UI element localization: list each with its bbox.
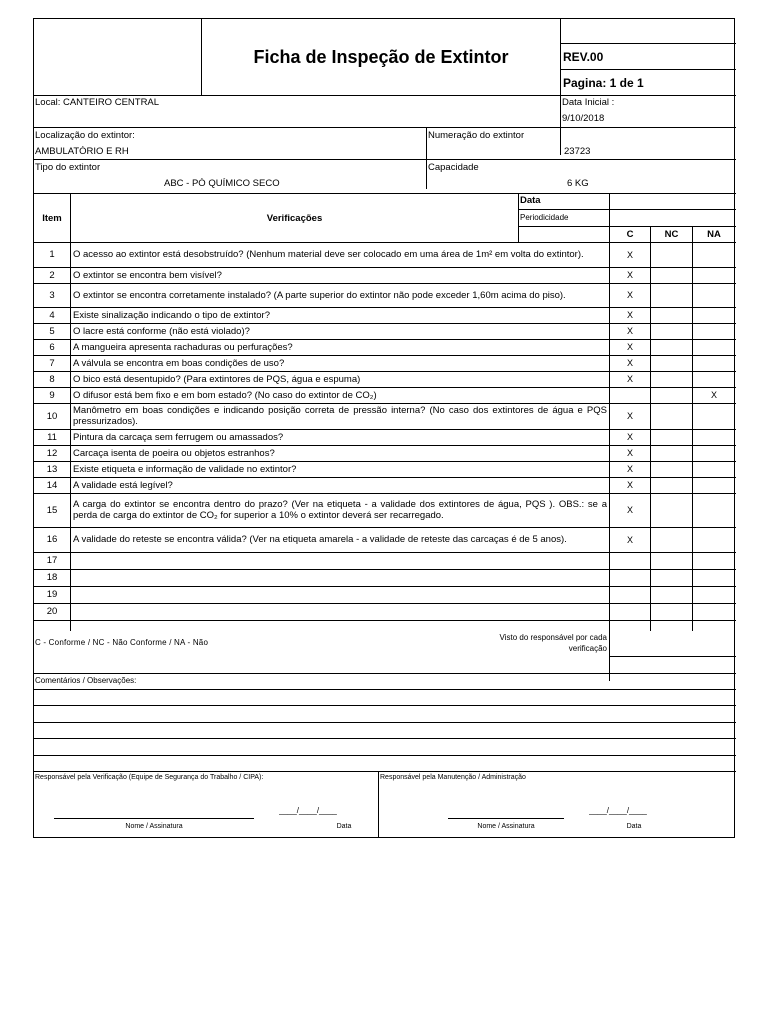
c-mark[interactable]: X: [626, 374, 633, 384]
na-mark[interactable]: [693, 323, 735, 339]
item-number: 6: [49, 341, 55, 353]
item-column-header: Item: [42, 212, 62, 224]
checklist-question: O extintor se encontra bem visível?: [73, 269, 222, 281]
c-mark[interactable]: X: [626, 310, 633, 320]
localizacao-label: Localização do extintor:: [35, 130, 135, 141]
nc-mark[interactable]: [651, 477, 692, 493]
item-number: 8: [49, 373, 55, 385]
nc-mark[interactable]: [651, 267, 692, 283]
nc-mark[interactable]: [651, 429, 692, 445]
checklist-question: [71, 603, 609, 620]
localizacao-value: AMBULATÓRIO E RH: [35, 146, 129, 157]
page-number-label: Pagina: 1 de 1: [563, 75, 644, 90]
na-mark[interactable]: [693, 242, 735, 267]
nc-mark[interactable]: [651, 552, 692, 569]
na-mark[interactable]: [693, 586, 735, 603]
c-mark[interactable]: X: [626, 432, 633, 442]
checklist-question: O acesso ao extintor está desobstruído? (Nenhum material deve ser colocado em uma área de 1m² em volta do extintor).: [73, 249, 584, 260]
na-mark[interactable]: [693, 371, 735, 387]
checklist-question: Pintura da carcaça sem ferrugem ou amassados?: [73, 431, 284, 443]
nc-mark[interactable]: [651, 387, 692, 403]
na-mark[interactable]: [693, 461, 735, 477]
nc-mark[interactable]: [651, 569, 692, 586]
c-mark[interactable]: X: [626, 249, 633, 260]
numeracao-label: Numeração do extintor: [428, 130, 525, 141]
revision-label: REV.00: [563, 50, 604, 64]
c-mark[interactable]: X: [626, 534, 633, 545]
na-mark[interactable]: [693, 445, 735, 461]
checklist-question: A válvula se encontra em boas condições de uso?: [73, 357, 285, 369]
c-mark[interactable]: X: [626, 464, 633, 474]
nc-mark[interactable]: [651, 283, 692, 307]
na-mark[interactable]: [693, 267, 735, 283]
sig-right-date-blank: ____/____/____: [589, 806, 647, 815]
checklist-question: Existe sinalização indicando o tipo de extintor?: [73, 309, 270, 321]
nc-mark[interactable]: [651, 355, 692, 371]
checklist-question: Existe etiqueta e informação de validade no extintor?: [73, 463, 297, 475]
na-mark[interactable]: [693, 552, 735, 569]
nc-column-header: NC: [664, 229, 679, 240]
na-mark[interactable]: [693, 603, 735, 620]
na-mark[interactable]: [693, 527, 735, 552]
na-mark[interactable]: [693, 355, 735, 371]
na-mark[interactable]: [693, 307, 735, 323]
na-mark[interactable]: [693, 493, 735, 527]
data-inicial-value: 9/10/2018: [562, 113, 605, 124]
checklist-question: Manômetro em boas condições e indicando posição correta de pressão interna? (No caso dos extintores de água e PQS pressurizados).: [73, 405, 607, 427]
data-header: Data: [520, 195, 541, 206]
c-mark[interactable]: X: [626, 448, 633, 458]
nc-mark[interactable]: [651, 527, 692, 552]
item-number: 19: [46, 589, 58, 600]
checklist-question: Carcaça isenta de poeira ou objetos estranhos?: [73, 447, 275, 459]
legend-text: C - Conforme / NC - Não Conforme / NA - Não: [35, 638, 209, 647]
c-column-header: C: [626, 229, 634, 240]
local-field: Local: CANTEIRO CENTRAL: [35, 97, 160, 108]
na-mark[interactable]: [693, 429, 735, 445]
c-mark[interactable]: [610, 586, 650, 603]
na-mark[interactable]: [693, 569, 735, 586]
item-number: 7: [49, 357, 55, 369]
checklist-question: [71, 552, 609, 569]
sig-left-name-label: Nome / Assinatura: [125, 823, 183, 830]
tipo-label: Tipo do extintor: [35, 162, 101, 173]
checklist-question: [71, 569, 609, 586]
tipo-value: ABC - PÓ QUÍMICO SECO: [164, 178, 280, 189]
c-mark[interactable]: X: [626, 342, 633, 352]
c-mark[interactable]: X: [626, 270, 633, 280]
numeracao-value: 23723: [564, 146, 591, 157]
page-title: Ficha de Inspeção de Extintor: [253, 46, 509, 67]
sig-right-name-label: Nome / Assinatura: [477, 823, 535, 830]
c-mark[interactable]: [610, 603, 650, 620]
na-mark[interactable]: [693, 283, 735, 307]
item-number: 10: [46, 410, 58, 422]
c-mark[interactable]: X: [626, 290, 633, 300]
na-mark[interactable]: [693, 339, 735, 355]
item-number: 3: [49, 289, 55, 301]
c-mark[interactable]: [610, 569, 650, 586]
checklist-question: A validade está legível?: [73, 479, 173, 491]
periodicidade-header: Periodicidade: [520, 213, 569, 222]
item-number: 20: [46, 606, 58, 617]
item-number: 9: [49, 389, 55, 401]
item-number: 15: [46, 504, 58, 516]
comentarios-label: Comentários / Observações:: [35, 676, 137, 685]
c-mark[interactable]: [610, 552, 650, 569]
item-number: 12: [46, 447, 58, 459]
nc-mark[interactable]: [651, 307, 692, 323]
item-number: 18: [46, 572, 58, 583]
nc-mark[interactable]: [651, 403, 692, 429]
nc-mark[interactable]: [651, 339, 692, 355]
item-number: 14: [46, 479, 58, 491]
checklist-question: O bico está desentupido? (Para extintores de PQS, água e espuma): [73, 373, 361, 385]
checklist-question: A mangueira apresenta rachaduras ou perfurações?: [73, 341, 293, 353]
na-mark[interactable]: [693, 477, 735, 493]
nc-mark[interactable]: [651, 242, 692, 267]
checklist-question: O lacre está conforme (não está violado)?: [73, 325, 250, 337]
na-mark[interactable]: [693, 403, 735, 429]
checklist-question: A validade do reteste se encontra válida? (Ver na etiqueta amarela - a validade de reteste das carcaças é de 5 anos).: [73, 534, 567, 545]
na-column-header: NA: [707, 229, 721, 240]
item-number: 17: [46, 555, 58, 566]
nc-mark[interactable]: [651, 586, 692, 603]
c-mark[interactable]: X: [626, 411, 633, 421]
checklist-question: O difusor está bem fixo e em bom estado? (No caso do extintor de CO₂): [73, 389, 377, 401]
sig-right-title: Responsável pela Manutenção / Administração: [380, 774, 526, 781]
c-mark[interactable]: X: [626, 480, 633, 490]
c-mark[interactable]: X: [626, 358, 633, 368]
item-number: 4: [49, 309, 55, 321]
checklist-question: A carga do extintor se encontra dentro do prazo? (Ver na etiqueta - a validade dos extintores de água, PQS ). OBS.: se a perda de carga do extintor de CO₂ for superior a 10% o extintor deverá ser recarregado.: [73, 499, 607, 521]
verificacoes-column-header: Verificações: [266, 212, 323, 224]
row-divider: [34, 620, 736, 621]
item-number: 1: [49, 249, 55, 260]
sig-left-date-blank: ____/____/____: [279, 806, 337, 815]
nc-mark[interactable]: [651, 371, 692, 387]
nc-mark[interactable]: [651, 493, 692, 527]
item-number: 13: [46, 463, 58, 475]
na-mark[interactable]: X: [710, 390, 717, 400]
nc-mark[interactable]: [651, 445, 692, 461]
checklist-question: O extintor se encontra corretamente instalado? (A parte superior do extintor não pode exceder 1,60m acima do piso).: [73, 289, 566, 301]
sig-right-date-label: Data: [626, 823, 642, 830]
item-number: 16: [46, 534, 58, 545]
visto-label: Visto do responsável por cada verificação: [499, 633, 607, 653]
item-number: 11: [47, 431, 57, 443]
capacidade-value: 6 KG: [567, 178, 589, 189]
item-number: 5: [49, 325, 55, 337]
item-number: 2: [49, 269, 55, 281]
capacidade-label: Capacidade: [428, 162, 479, 173]
checklist-question: [71, 586, 609, 603]
sig-left-title: Responsável pela Verificação (Equipe de Segurança do Trabalho / CIPA):: [35, 774, 264, 781]
c-mark[interactable]: X: [626, 505, 633, 515]
nc-mark[interactable]: [651, 603, 692, 620]
c-mark[interactable]: X: [626, 326, 633, 336]
sig-left-date-label: Data: [336, 823, 352, 830]
c-mark[interactable]: [610, 387, 650, 403]
inspection-sheet: [33, 18, 735, 838]
nc-mark[interactable]: [651, 323, 692, 339]
nc-mark[interactable]: [651, 461, 692, 477]
data-inicial-label: Data Inicial :: [562, 97, 615, 108]
